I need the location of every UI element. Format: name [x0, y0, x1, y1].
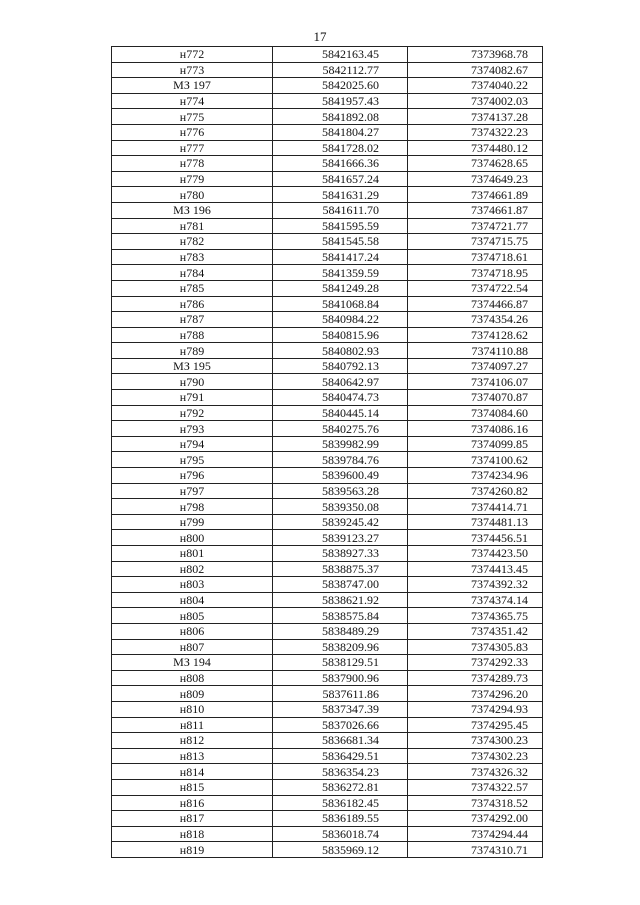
table-row — [112, 78, 543, 94]
x-coordinate-cell: 5840792.13 — [273, 358, 408, 374]
table-row — [112, 156, 543, 172]
x-coordinate-cell: 5839350.08 — [273, 499, 408, 515]
table-row — [112, 639, 543, 655]
point-name-cell: н796 — [112, 468, 273, 484]
point-name-cell: н809 — [112, 686, 273, 702]
point-name-cell: н819 — [112, 842, 273, 858]
table-row — [112, 608, 543, 624]
point-name-cell: н801 — [112, 546, 273, 562]
table-row — [112, 171, 543, 187]
x-coordinate-cell: 5840802.93 — [273, 343, 408, 359]
table-row — [112, 483, 543, 499]
point-name-cell: МЗ 195 — [112, 358, 273, 374]
y-coordinate-cell: 7373968.78 — [408, 47, 543, 63]
table-row — [112, 733, 543, 749]
point-name-cell: н815 — [112, 779, 273, 795]
point-name-cell: н791 — [112, 390, 273, 406]
table-row — [112, 701, 543, 717]
x-coordinate-cell: 5838875.37 — [273, 561, 408, 577]
table-row — [112, 202, 543, 218]
y-coordinate-cell: 7374480.12 — [408, 140, 543, 156]
x-coordinate-cell: 5838129.51 — [273, 655, 408, 671]
table-row — [112, 93, 543, 109]
point-name-cell: н773 — [112, 62, 273, 78]
table-row — [112, 62, 543, 78]
x-coordinate-cell: 5841804.27 — [273, 124, 408, 140]
table-row — [112, 499, 543, 515]
y-coordinate-cell: 7374040.22 — [408, 78, 543, 94]
coordinates-table — [111, 46, 543, 858]
point-name-cell: н805 — [112, 608, 273, 624]
table-row — [112, 577, 543, 593]
point-name-cell: МЗ 194 — [112, 655, 273, 671]
point-name-cell: н792 — [112, 405, 273, 421]
table-row — [112, 187, 543, 203]
x-coordinate-cell: 5840984.22 — [273, 312, 408, 328]
x-coordinate-cell: 5839784.76 — [273, 452, 408, 468]
x-coordinate-cell: 5841545.58 — [273, 234, 408, 250]
y-coordinate-cell: 7374661.87 — [408, 202, 543, 218]
y-coordinate-cell: 7374354.26 — [408, 312, 543, 328]
point-name-cell: н814 — [112, 764, 273, 780]
y-coordinate-cell: 7374295.45 — [408, 717, 543, 733]
x-coordinate-cell: 5842112.77 — [273, 62, 408, 78]
y-coordinate-cell: 7374234.96 — [408, 468, 543, 484]
y-coordinate-cell: 7374292.00 — [408, 811, 543, 827]
y-coordinate-cell: 7374294.93 — [408, 701, 543, 717]
x-coordinate-cell: 5841249.28 — [273, 280, 408, 296]
y-coordinate-cell: 7374100.62 — [408, 452, 543, 468]
table-row — [112, 561, 543, 577]
page-number: 17 — [313, 29, 327, 44]
point-name-cell: н772 — [112, 47, 273, 63]
coordinates-table-body — [112, 47, 543, 858]
y-coordinate-cell: 7374715.75 — [408, 234, 543, 250]
y-coordinate-cell: 7374365.75 — [408, 608, 543, 624]
y-coordinate-cell: 7374082.67 — [408, 62, 543, 78]
x-coordinate-cell: 5838621.92 — [273, 592, 408, 608]
point-name-cell: н776 — [112, 124, 273, 140]
x-coordinate-cell: 5836429.51 — [273, 748, 408, 764]
y-coordinate-cell: 7374086.16 — [408, 421, 543, 437]
point-name-cell: н781 — [112, 218, 273, 234]
x-coordinate-cell: 5840642.97 — [273, 374, 408, 390]
table-row — [112, 327, 543, 343]
y-coordinate-cell: 7374002.03 — [408, 93, 543, 109]
table-row — [112, 218, 543, 234]
point-name-cell: МЗ 197 — [112, 78, 273, 94]
point-name-cell: н804 — [112, 592, 273, 608]
x-coordinate-cell: 5841068.84 — [273, 296, 408, 312]
x-coordinate-cell: 5838747.00 — [273, 577, 408, 593]
point-name-cell: н816 — [112, 795, 273, 811]
y-coordinate-cell: 7374070.87 — [408, 390, 543, 406]
table-row — [112, 312, 543, 328]
table-row — [112, 452, 543, 468]
x-coordinate-cell: 5841666.36 — [273, 156, 408, 172]
point-name-cell: н790 — [112, 374, 273, 390]
point-name-cell: н813 — [112, 748, 273, 764]
point-name-cell: н787 — [112, 312, 273, 328]
x-coordinate-cell: 5841892.08 — [273, 109, 408, 125]
y-coordinate-cell: 7374128.62 — [408, 327, 543, 343]
table-row — [112, 686, 543, 702]
x-coordinate-cell: 5841595.59 — [273, 218, 408, 234]
table-row — [112, 842, 543, 858]
y-coordinate-cell: 7374322.23 — [408, 124, 543, 140]
x-coordinate-cell: 5840474.73 — [273, 390, 408, 406]
table-row — [112, 514, 543, 530]
y-coordinate-cell: 7374294.44 — [408, 826, 543, 842]
point-name-cell: н788 — [112, 327, 273, 343]
x-coordinate-cell: 5837611.86 — [273, 686, 408, 702]
y-coordinate-cell: 7374374.14 — [408, 592, 543, 608]
y-coordinate-cell: 7374326.32 — [408, 764, 543, 780]
x-coordinate-cell: 5836354.23 — [273, 764, 408, 780]
table-row — [112, 764, 543, 780]
table-row — [112, 280, 543, 296]
y-coordinate-cell: 7374466.87 — [408, 296, 543, 312]
table-row — [112, 405, 543, 421]
x-coordinate-cell: 5841657.24 — [273, 171, 408, 187]
point-name-cell: н789 — [112, 343, 273, 359]
table-row — [112, 811, 543, 827]
table-row — [112, 47, 543, 63]
x-coordinate-cell: 5839982.99 — [273, 436, 408, 452]
point-name-cell: н778 — [112, 156, 273, 172]
table-row — [112, 109, 543, 125]
y-coordinate-cell: 7374423.50 — [408, 546, 543, 562]
table-row — [112, 748, 543, 764]
x-coordinate-cell: 5836272.81 — [273, 779, 408, 795]
table-row — [112, 390, 543, 406]
x-coordinate-cell: 5839123.27 — [273, 530, 408, 546]
point-name-cell: н811 — [112, 717, 273, 733]
point-name-cell: н817 — [112, 811, 273, 827]
x-coordinate-cell: 5842163.45 — [273, 47, 408, 63]
table-row — [112, 249, 543, 265]
x-coordinate-cell: 5837900.96 — [273, 670, 408, 686]
table-row — [112, 530, 543, 546]
table-row — [112, 296, 543, 312]
point-name-cell: н779 — [112, 171, 273, 187]
point-name-cell: н783 — [112, 249, 273, 265]
point-name-cell: н810 — [112, 701, 273, 717]
y-coordinate-cell: 7374413.45 — [408, 561, 543, 577]
point-name-cell: н794 — [112, 436, 273, 452]
y-coordinate-cell: 7374481.13 — [408, 514, 543, 530]
table-row — [112, 655, 543, 671]
y-coordinate-cell: 7374099.85 — [408, 436, 543, 452]
table-row — [112, 546, 543, 562]
point-name-cell: н812 — [112, 733, 273, 749]
point-name-cell: н795 — [112, 452, 273, 468]
table-row — [112, 234, 543, 250]
x-coordinate-cell: 5840815.96 — [273, 327, 408, 343]
y-coordinate-cell: 7374097.27 — [408, 358, 543, 374]
y-coordinate-cell: 7374110.88 — [408, 343, 543, 359]
y-coordinate-cell: 7374292.33 — [408, 655, 543, 671]
x-coordinate-cell: 5836681.34 — [273, 733, 408, 749]
x-coordinate-cell: 5838209.96 — [273, 639, 408, 655]
y-coordinate-cell: 7374718.95 — [408, 265, 543, 281]
table-row — [112, 140, 543, 156]
y-coordinate-cell: 7374628.65 — [408, 156, 543, 172]
table-row — [112, 124, 543, 140]
y-coordinate-cell: 7374649.23 — [408, 171, 543, 187]
x-coordinate-cell: 5840275.76 — [273, 421, 408, 437]
x-coordinate-cell: 5839600.49 — [273, 468, 408, 484]
x-coordinate-cell: 5838489.29 — [273, 623, 408, 639]
point-name-cell: н803 — [112, 577, 273, 593]
table-row — [112, 358, 543, 374]
y-coordinate-cell: 7374260.82 — [408, 483, 543, 499]
y-coordinate-cell: 7374300.23 — [408, 733, 543, 749]
point-name-cell: н780 — [112, 187, 273, 203]
point-name-cell: н808 — [112, 670, 273, 686]
x-coordinate-cell: 5838575.84 — [273, 608, 408, 624]
point-name-cell: н800 — [112, 530, 273, 546]
point-name-cell: н793 — [112, 421, 273, 437]
x-coordinate-cell: 5836189.55 — [273, 811, 408, 827]
point-name-cell: н799 — [112, 514, 273, 530]
x-coordinate-cell: 5837026.66 — [273, 717, 408, 733]
y-coordinate-cell: 7374137.28 — [408, 109, 543, 125]
x-coordinate-cell: 5841611.70 — [273, 202, 408, 218]
x-coordinate-cell: 5841728.02 — [273, 140, 408, 156]
table-row — [112, 795, 543, 811]
y-coordinate-cell: 7374661.89 — [408, 187, 543, 203]
table-row — [112, 468, 543, 484]
table-row — [112, 343, 543, 359]
point-name-cell: н785 — [112, 280, 273, 296]
y-coordinate-cell: 7374106.07 — [408, 374, 543, 390]
table-row — [112, 826, 543, 842]
x-coordinate-cell: 5835969.12 — [273, 842, 408, 858]
point-name-cell: н798 — [112, 499, 273, 515]
x-coordinate-cell: 5840445.14 — [273, 405, 408, 421]
x-coordinate-cell: 5836182.45 — [273, 795, 408, 811]
point-name-cell: н802 — [112, 561, 273, 577]
x-coordinate-cell: 5841631.29 — [273, 187, 408, 203]
point-name-cell: н807 — [112, 639, 273, 655]
table-row — [112, 436, 543, 452]
table-row — [112, 265, 543, 281]
y-coordinate-cell: 7374722.54 — [408, 280, 543, 296]
table-row — [112, 779, 543, 795]
y-coordinate-cell: 7374718.61 — [408, 249, 543, 265]
y-coordinate-cell: 7374351.42 — [408, 623, 543, 639]
y-coordinate-cell: 7374302.23 — [408, 748, 543, 764]
y-coordinate-cell: 7374322.57 — [408, 779, 543, 795]
point-name-cell: н774 — [112, 93, 273, 109]
table-row — [112, 670, 543, 686]
y-coordinate-cell: 7374414.71 — [408, 499, 543, 515]
y-coordinate-cell: 7374318.52 — [408, 795, 543, 811]
x-coordinate-cell: 5841957.43 — [273, 93, 408, 109]
x-coordinate-cell: 5836018.74 — [273, 826, 408, 842]
table-row — [112, 374, 543, 390]
x-coordinate-cell: 5841359.59 — [273, 265, 408, 281]
point-name-cell: МЗ 196 — [112, 202, 273, 218]
point-name-cell: н777 — [112, 140, 273, 156]
point-name-cell: н786 — [112, 296, 273, 312]
point-name-cell: н797 — [112, 483, 273, 499]
x-coordinate-cell: 5839245.42 — [273, 514, 408, 530]
point-name-cell: н784 — [112, 265, 273, 281]
y-coordinate-cell: 7374392.32 — [408, 577, 543, 593]
y-coordinate-cell: 7374721.77 — [408, 218, 543, 234]
x-coordinate-cell: 5841417.24 — [273, 249, 408, 265]
y-coordinate-cell: 7374305.83 — [408, 639, 543, 655]
point-name-cell: н775 — [112, 109, 273, 125]
point-name-cell: н782 — [112, 234, 273, 250]
y-coordinate-cell: 7374084.60 — [408, 405, 543, 421]
y-coordinate-cell: 7374456.51 — [408, 530, 543, 546]
table-row — [112, 717, 543, 733]
y-coordinate-cell: 7374310.71 — [408, 842, 543, 858]
table-row — [112, 623, 543, 639]
table-row — [112, 592, 543, 608]
table-row — [112, 421, 543, 437]
point-name-cell: н806 — [112, 623, 273, 639]
x-coordinate-cell: 5839563.28 — [273, 483, 408, 499]
y-coordinate-cell: 7374296.20 — [408, 686, 543, 702]
point-name-cell: н818 — [112, 826, 273, 842]
y-coordinate-cell: 7374289.73 — [408, 670, 543, 686]
x-coordinate-cell: 5838927.33 — [273, 546, 408, 562]
x-coordinate-cell: 5837347.39 — [273, 701, 408, 717]
x-coordinate-cell: 5842025.60 — [273, 78, 408, 94]
